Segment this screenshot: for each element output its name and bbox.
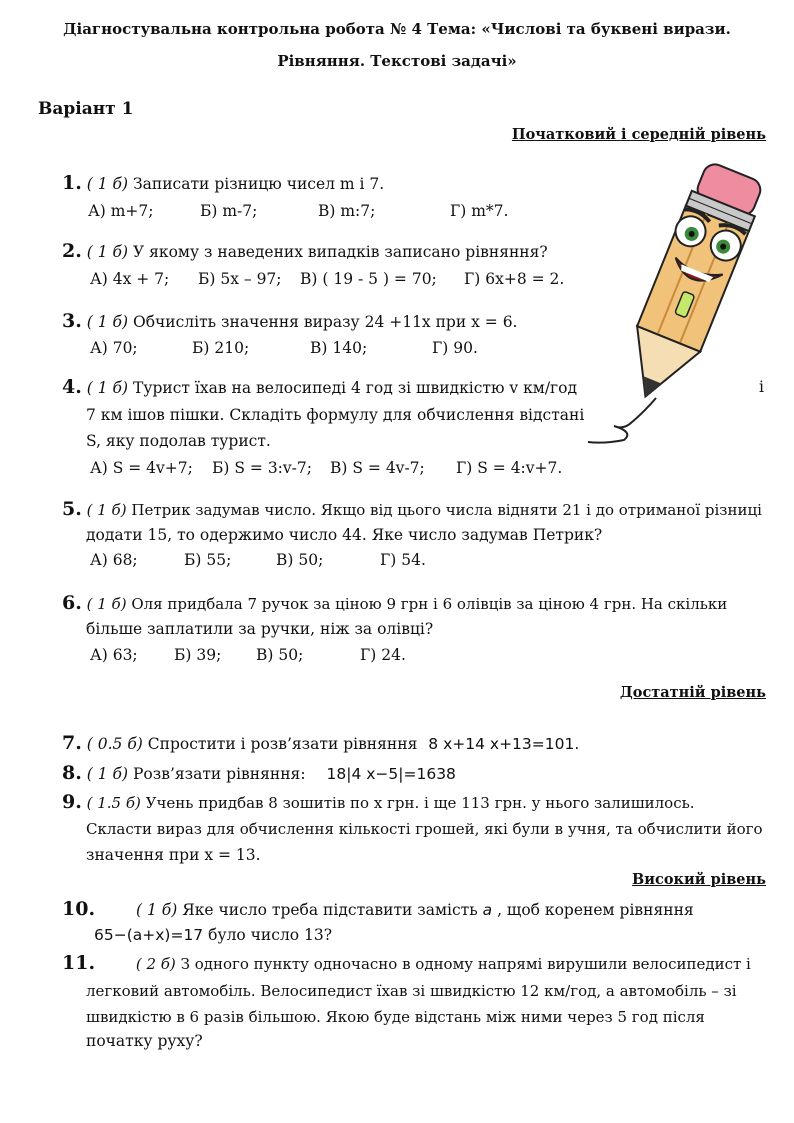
document-title-line-2: Рівняння. Текстові задачі» (277, 52, 517, 70)
task-2-option-a: А) 4x + 7; (90, 270, 170, 288)
task-text: Спростити і розв’язати рівняння (147, 735, 418, 753)
task-points: ( 2 б) (135, 955, 176, 973)
task-points: ( 1 б) (86, 243, 129, 261)
task-text: Оля придбала 7 ручок за ціною 9 грн і 6 олівців за ціною 4 грн. На скільки (131, 595, 728, 613)
task-10-variable: a (482, 901, 493, 919)
task-2-option-d: Г) 6x+8 = 2. (464, 270, 565, 288)
task-points: ( 1 б) (86, 379, 129, 397)
task-4-text-line-2: 7 км ішов пішки. Складіть формулу для обчислення відстані (86, 406, 585, 424)
task-8 (62, 762, 456, 784)
task-10-text-end: було число 13? (208, 926, 333, 944)
task-6-option-d: Г) 24. (360, 646, 406, 664)
task-text: Розв’язати рівняння: (133, 765, 306, 783)
task-6-text-line-2: більше заплатили за ручки, ніж за олівці? (86, 620, 434, 638)
task-number: 5. (62, 498, 82, 520)
task-9-text-line-2: Скласти вираз для обчислення кількості грошей, які були в учня, та обчислити його (86, 820, 763, 838)
variant-heading: Варіант 1 (38, 99, 134, 119)
task-10-line-2 (94, 926, 332, 944)
task-text: З одного пункту одночасно в одному напрямі вирушили велосипедист і (180, 955, 751, 973)
task-9 (62, 791, 695, 813)
task-text: Учень придбав 8 зошитів по x грн. і ще 113 грн. у нього залишилось. (145, 794, 695, 812)
task-1 (62, 172, 384, 194)
task-3-option-d: Г) 90. (432, 339, 478, 357)
task-text-cont: , щоб коренем рівняння (497, 901, 694, 919)
task-number: 3. (62, 310, 82, 332)
task-4-text-line-3: S, яку подолав турист. (86, 432, 271, 450)
task-2 (62, 240, 548, 262)
task-5-option-b: Б) 55; (184, 551, 232, 569)
pencil-character-illustration (584, 150, 774, 450)
task-11-text-line-4: початку руху? (86, 1032, 203, 1050)
task-4-text-end: і (759, 378, 764, 396)
task-number: 6. (62, 592, 82, 614)
task-4-option-b: Б) S = 3:v-7; (212, 459, 312, 477)
task-text: Яке число треба підставити замість (182, 901, 478, 919)
task-text: Обчисліть значення виразу 24 +11x при x = 6. (133, 313, 518, 331)
task-5-option-c: В) 50; (276, 551, 324, 569)
task-points: ( 1 б) (86, 595, 127, 613)
task-number: 2. (62, 240, 82, 262)
task-10 (62, 898, 694, 920)
task-7 (62, 732, 579, 754)
task-11 (62, 952, 751, 974)
task-2-option-b: Б) 5x – 97; (198, 270, 282, 288)
task-1-option-d: Г) m*7. (450, 202, 509, 220)
task-4-option-a: А) S = 4v+7; (90, 459, 193, 477)
document-title-line-1: Діагностувальна контрольна робота № 4 Тема: «Числові та буквені вирази. (63, 20, 731, 38)
task-points: ( 1 б) (86, 765, 129, 783)
task-3 (62, 310, 518, 332)
task-1-option-b: Б) m-7; (200, 202, 258, 220)
task-1-option-c: В) m:7; (318, 202, 376, 220)
level-sufficient-heading: Достатній рівень (619, 684, 766, 701)
task-7-equation: 8 x+14 x+13=101. (428, 735, 580, 753)
task-number: 1. (62, 172, 82, 194)
task-4 (62, 376, 577, 398)
task-3-option-b: Б) 210; (192, 339, 250, 357)
task-5-text-line-2: додати 15, то одержимо число 44. Яке число задумав Петрик? (86, 526, 603, 544)
level-initial-heading: Початковий і середній рівень (511, 126, 766, 143)
task-text: Записати різницю чисел m і 7. (133, 175, 385, 193)
task-text: Петрик задумав число. Якщо від цього числа відняти 21 і до отриманої різниці (131, 501, 762, 519)
task-8-equation: 18|4 x−5|=1638 (326, 765, 456, 783)
task-number: 11. (62, 952, 96, 974)
task-number: 4. (62, 376, 82, 398)
task-points: ( 1 б) (86, 175, 129, 193)
task-points: ( 1.5 б) (86, 794, 141, 812)
task-text: У якому з наведених випадків записано рівняння? (133, 243, 548, 261)
task-6 (62, 592, 727, 614)
task-number: 8. (62, 762, 82, 784)
task-1-option-a: А) m+7; (88, 202, 154, 220)
task-9-text-line-3: значення при x = 13. (86, 846, 261, 864)
task-11-text-line-2: легковий автомобіль. Велосипедист їхав зі швидкістю 12 км/год, а автомобіль – зі (86, 982, 737, 1000)
task-6-option-a: А) 63; (90, 646, 138, 664)
task-5 (62, 498, 762, 520)
task-points: ( 0.5 б) (86, 735, 143, 753)
task-number: 10. (62, 898, 96, 920)
task-5-option-a: А) 68; (90, 551, 138, 569)
task-points: ( 1 б) (86, 313, 129, 331)
task-10-equation: 65−(a+x)=17 (94, 926, 204, 944)
task-points: ( 1 б) (136, 901, 178, 919)
task-3-option-c: В) 140; (310, 339, 368, 357)
level-high-heading: Високий рівень (632, 871, 766, 888)
task-5-option-d: Г) 54. (380, 551, 426, 569)
task-6-option-c: В) 50; (256, 646, 304, 664)
task-6-option-b: Б) 39; (174, 646, 222, 664)
task-points: ( 1 б) (86, 501, 127, 519)
task-3-option-a: А) 70; (90, 339, 138, 357)
task-2-option-c: В) ( 19 - 5 ) = 70; (300, 270, 437, 288)
task-4-option-d: Г) S = 4:v+7. (456, 459, 563, 477)
task-text: Турист їхав на велосипеді 4 год зі швидкістю v км/год (133, 379, 578, 397)
task-number: 7. (62, 732, 82, 754)
task-number: 9. (62, 791, 82, 813)
task-11-text-line-3: швидкістю в 6 разів більшою. Якою буде відстань між ними через 5 год після (86, 1008, 705, 1026)
task-4-option-c: В) S = 4v-7; (330, 459, 425, 477)
